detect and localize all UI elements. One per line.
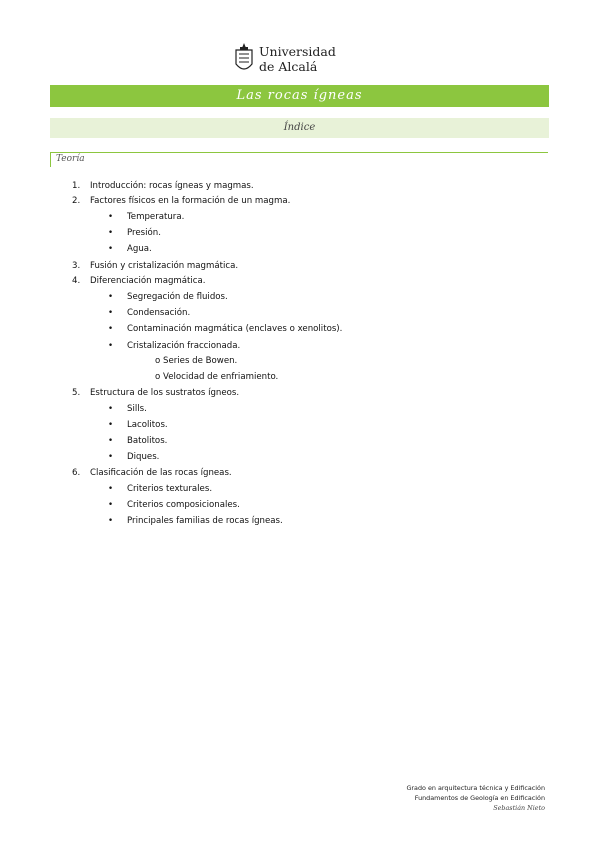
university-logo xyxy=(233,42,343,82)
page-footer xyxy=(406,783,545,813)
item-text: Clasificación de las rocas ígneas. xyxy=(90,468,232,478)
bullet-icon: • xyxy=(108,324,114,334)
page-subtitle: Índice xyxy=(283,122,316,133)
subtitle-bar xyxy=(50,118,549,138)
item-text: Presión. xyxy=(127,228,161,238)
logo-line-2: de Alcalá xyxy=(259,59,318,74)
item-text: Segregación de fluidos. xyxy=(127,292,228,302)
bullet-icon: • xyxy=(108,452,114,462)
item-text: Fusión y cristalización magmática. xyxy=(90,261,239,271)
item-number: 1. xyxy=(72,181,81,191)
title-bar xyxy=(50,85,549,107)
item-text: Velocidad de enfriamiento. xyxy=(163,372,279,382)
item-text: Estructura de los sustratos ígneos. xyxy=(90,388,240,398)
bullet-icon: • xyxy=(108,420,114,430)
sub-bullet-marker: o xyxy=(155,356,161,366)
item-text: Temperatura. xyxy=(127,212,185,222)
page-title: Las rocas ígneas xyxy=(236,88,363,103)
item-number: 4. xyxy=(72,276,81,286)
item-text: Criterios composicionales. xyxy=(127,500,240,510)
item-text: Diferenciación magmática. xyxy=(90,276,206,286)
item-text: Condensación. xyxy=(127,308,191,318)
bullet-icon: • xyxy=(108,212,114,222)
item-text: Factores físicos en la formación de un magma. xyxy=(90,196,291,206)
bullet-icon: • xyxy=(108,292,114,302)
item-text: Principales familias de rocas ígneas. xyxy=(127,516,283,526)
item-text: Diques. xyxy=(127,452,160,462)
item-text: Lacolitos. xyxy=(127,420,168,430)
bullet-icon: • xyxy=(108,500,114,510)
footer-course: Fundamentos de Geología en Edificación xyxy=(414,794,545,802)
section-header xyxy=(50,152,548,167)
bullet-icon: • xyxy=(108,484,114,494)
item-text: Cristalización fraccionada. xyxy=(127,341,241,351)
bullet-icon: • xyxy=(108,228,114,238)
footer-author: Sebastián Nieto xyxy=(493,804,545,812)
bullet-icon: • xyxy=(108,436,114,446)
item-text: Introducción: rocas ígneas y magmas. xyxy=(90,181,254,191)
item-text: Criterios texturales. xyxy=(127,484,213,494)
bullet-icon: • xyxy=(108,516,114,526)
bullet-icon: • xyxy=(108,341,114,351)
item-text: Sills. xyxy=(127,404,147,414)
crest-icon xyxy=(233,42,255,78)
logo-line-1: Universidad xyxy=(259,44,336,59)
bullet-icon: • xyxy=(108,308,114,318)
footer-degree: Grado en arquitectura técnica y Edificación xyxy=(406,784,545,792)
item-number: 5. xyxy=(72,388,81,398)
item-text: Agua. xyxy=(127,244,152,254)
sub-bullet-marker: o xyxy=(155,372,161,382)
item-text: Batolitos. xyxy=(127,436,168,446)
item-text: Contaminación magmática (enclaves o xenolitos). xyxy=(127,324,343,334)
item-text: Series de Bowen. xyxy=(163,356,238,366)
university-name xyxy=(259,44,336,74)
bullet-icon: • xyxy=(108,404,114,414)
item-number: 6. xyxy=(72,468,81,478)
section-title: Teoría xyxy=(56,154,85,164)
item-number: 3. xyxy=(72,261,81,271)
bullet-icon: • xyxy=(108,244,114,254)
item-number: 2. xyxy=(72,196,81,206)
